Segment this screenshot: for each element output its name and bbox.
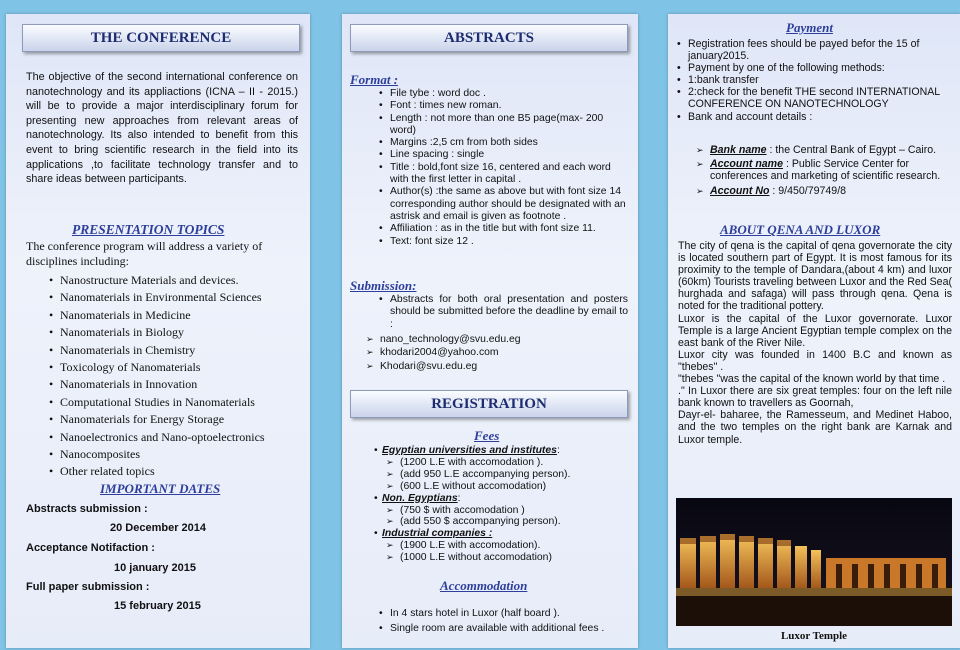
fee-item: ➢ (750 $ with accomodation ) [386,505,632,517]
topic-item: • Nanocomposites [48,446,308,463]
date-value: 15 february 2015 [114,600,201,612]
accommodation-item: • Single room are available with additional fees . [378,622,634,637]
accommodation-heading: Accommodation [440,578,528,593]
bank-details [696,144,948,199]
fees-heading: Fees [474,428,500,443]
date-label: Acceptance Notifaction : [26,542,155,554]
format-list [378,88,628,248]
bank-detail: ➢ Account No : 9/450/79749/8 [696,185,948,197]
topic-item: • Nanomaterials in Medicine [48,307,308,324]
payment-item: • Bank and account details : [676,111,948,123]
payment-item: • 1:bank transfer [676,74,948,86]
abstracts-title: ABSTRACTS [350,24,628,52]
accommodation-list [378,607,634,636]
email-link[interactable]: ➢ nano_technology@svu.edu.eg [366,333,626,346]
submission-heading: Submission: [350,278,417,293]
about-paragraph: Luxor is the capital of the Luxor governorate. Luxor Temple is a large Ancient Egyptian temple complex on the east bank of the River Nile. [678,312,952,349]
bank-detail: ➢ Bank name : the Central Bank of Egypt – Cairo. [696,144,948,156]
topic-item: • Nanostructure Materials and devices. [48,272,308,289]
payment-heading: Payment [786,20,833,35]
format-item: • Font : times new roman. [378,100,628,112]
topics-heading: PRESENTATION TOPICS [72,222,225,237]
bank-detail: ➢ Account name : Public Service Center for conferences and marketing of scientific research. [696,158,948,182]
format-item: • File tybe : word doc . [378,88,628,100]
fee-item: ➢ (1000 L.E without accomodation) [386,552,632,564]
format-item: • Affiliation : as in the title but with font size 11. [378,223,628,235]
about-paragraph: The city of qena is the capital of qena governorate the city is located southern part of Egypt. It is most famous for its proximity to the temple of Dandara,(about 4 km) and luxor (60km) Tourists traveling between Luxor and the Red Sea( hurghada and safaga) will pass through qena. Qena is noted for the traditional pottery. [678,240,952,313]
format-item: • Title : bold,font size 16, centered and each word with the first letter in capital . [378,162,628,187]
registration-title: REGISTRATION [350,390,628,418]
fee-group-label: • Egyptian universities and institutes: [374,445,560,456]
email-link[interactable]: ➢ Khodari@svu.edu.eg [366,360,626,373]
accommodation-item: • In 4 stars hotel in Luxor (half board ). [378,607,634,622]
format-item: • Author(s) :the same as above but with font size 14 corresponding author should be designated with an astrisk and email is given as footnote . [378,186,628,223]
luxor-temple-photo [676,498,952,626]
topics-intro: The conference program will address a variety of disciplines including: [26,239,263,268]
payment-item: • Payment by one of the following methods: [676,62,948,74]
date-value: 10 january 2015 [114,562,196,574]
fee-item: ➢ (1900 L.E with accomodation). [386,540,632,552]
topic-item: • Nanomaterials in Chemistry [48,342,308,359]
topic-item: • Nanoelectronics and Nano-optoelectronics [48,429,308,446]
fee-group-label: • Non. Egyptians: [374,492,461,504]
fee-item: ➢ (1200 L.E with accomodation ). [386,457,632,469]
conference-intro: The objective of the second international conference on nanotechnology and its appliactions (ICNA – II - 2015.) will be to provide a major interdisciplinary forum for presenting new approaches from relevant areas of nanotechnology. Its also intended to benefit from this event to bring scientific research in the field into its applications ,to facilitate technology transfer and to share ideas between participants. [26,71,298,186]
about-text [678,240,952,446]
payment-list [676,38,948,123]
date-label: Abstracts submission : [26,503,148,515]
topic-item: • Nanomaterials in Innovation [48,376,308,393]
format-heading: Format : [350,72,399,87]
fee-item: ➢ (600 L.E without accomodation) [386,481,632,493]
submission-list [378,294,628,331]
abstracts-panel [342,14,638,648]
format-item: • Line spacing : single [378,149,628,161]
payment-item: • 2:check for the benefit THE second INTERNATIONAL CONFERENCE ON NANOTECHNOLOGY [676,86,948,110]
topics-list [48,272,308,481]
format-item: • Margins :2,5 cm from both sides [378,137,628,149]
topic-item: • Other related topics [48,463,308,480]
conference-title: THE CONFERENCE [22,24,300,52]
topic-item: • Toxicology of Nanomaterials [48,359,308,376]
conference-panel [6,14,310,648]
topic-item: • Nanomaterials for Energy Storage [48,411,308,428]
email-link[interactable]: ➢ khodari2004@yahoo.com [366,346,626,359]
topic-item: • Computational Studies in Nanomaterials [48,394,308,411]
payment-item: • Registration fees should be payed befor the 15 of january2015. [676,38,948,62]
date-value: 20 December 2014 [110,522,207,534]
about-paragraph: "thebes "was the capital of the known world by that time . [678,373,946,386]
email-list [366,333,626,373]
submission-text: • Abstracts for both oral presentation and posters should be submitted before the deadline by email to : [378,294,628,331]
about-heading: ABOUT QENA AND LUXOR [720,222,881,237]
topic-item: • Nanomaterials in Environmental Sciences [48,289,308,306]
fees-block [374,445,632,564]
temple-illustration [676,498,952,626]
about-paragraph: ." In Luxor there are six great temples: four on the left nile bank known to travellers as Goornah, [678,385,952,410]
date-label: Full paper submission : [26,581,150,593]
photo-caption: Luxor Temple [780,630,848,642]
dates-heading: IMPORTANT DATES [100,481,221,496]
about-paragraph: Luxor city was founded in 1400 B.C and known as "thebes" . [678,348,952,373]
about-paragraph: Dayr-el- baharee, the Ramesseum, and Medinet Haboo, and the two temples on the right bank are Karnak and Luxor temple. [678,409,952,446]
fee-item: ➢ (add 950 L.E accompanying person). [386,469,632,481]
fee-item: ➢ (add 550 $ accompanying person). [386,516,632,528]
topic-item: • Nanomaterials in Biology [48,324,308,341]
fee-group-label: • Industrial companies : [374,528,493,540]
format-item: • Length : not more than one B5 page(max- 200 word) [378,113,628,138]
payment-panel [668,14,960,648]
format-item: • Text: font size 12 . [378,236,628,248]
